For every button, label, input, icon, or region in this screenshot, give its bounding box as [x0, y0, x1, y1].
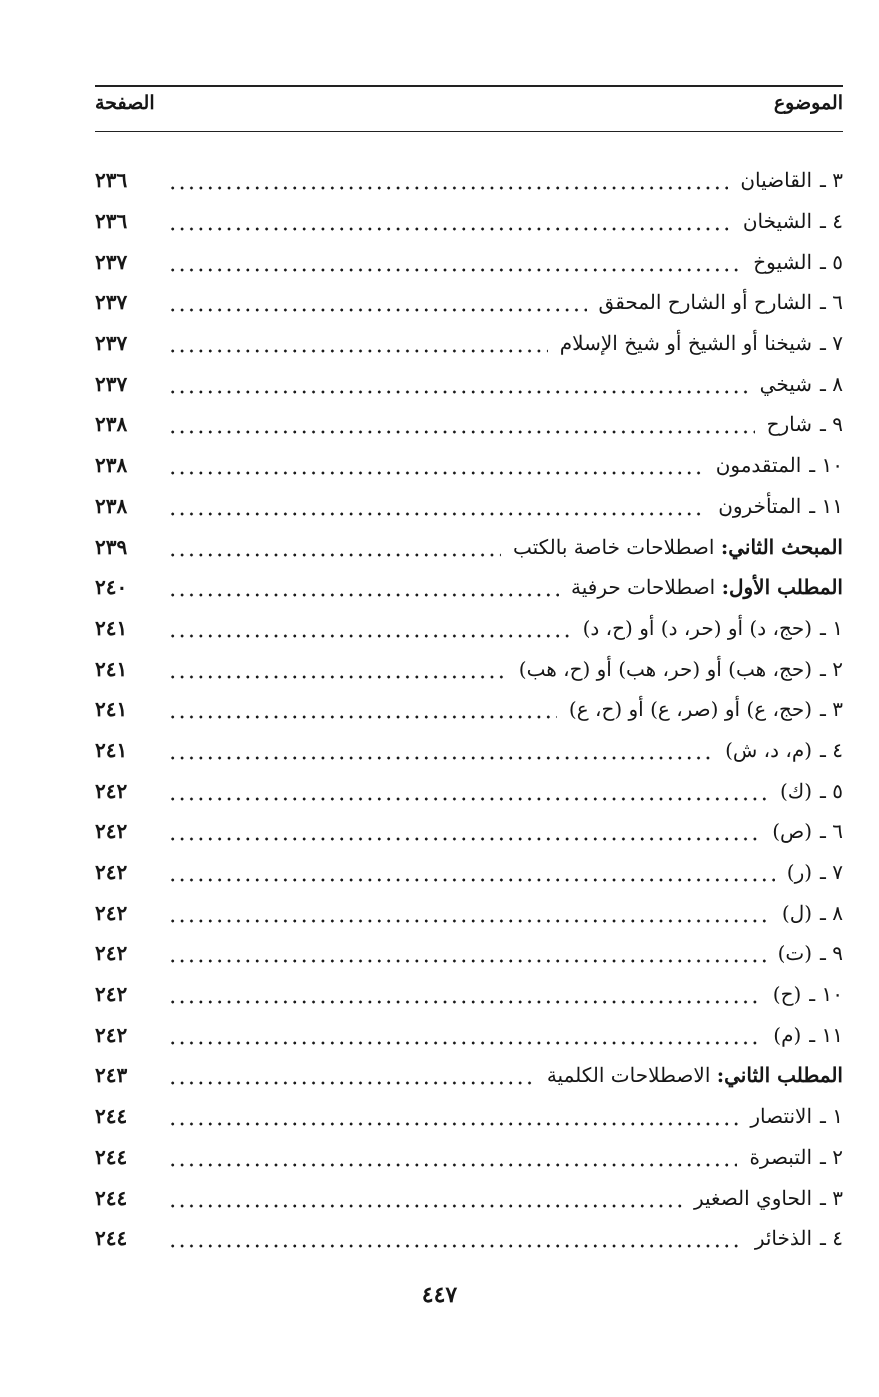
entry-title	[777, 860, 812, 884]
entry-title	[559, 697, 812, 721]
entry-title	[715, 738, 812, 762]
dot-leader	[168, 374, 748, 394]
entry-number: ٢ ـ	[820, 656, 843, 681]
entry-title-text: المتقدمون	[715, 453, 802, 478]
toc-entry	[95, 811, 843, 852]
dot-leader	[168, 252, 741, 272]
entry-title	[750, 372, 812, 396]
entry-number: ٥ ـ	[820, 249, 843, 274]
section-label: المبحث الثاني:	[720, 534, 843, 559]
dot-leader	[168, 1065, 535, 1085]
entry-number: ٣ ـ	[820, 1185, 843, 1210]
entry-title	[550, 331, 812, 355]
dot-leader	[168, 170, 728, 190]
entry-title	[730, 168, 812, 192]
dot-leader	[168, 781, 768, 801]
entry-title-text: (حج، ع) أو (صر، ع) أو (ح، ع)	[568, 697, 813, 722]
entry-title-text: شارح	[766, 412, 813, 437]
toc-entry	[95, 282, 843, 323]
entry-page-number: ٢٤٢	[95, 860, 128, 885]
entry-page-number: ٢٤٢	[95, 982, 128, 1007]
entry-number: ٨ ـ	[820, 371, 843, 396]
dot-leader	[168, 1188, 682, 1208]
entry-page-number: ٢٤٤	[95, 1104, 128, 1129]
entry-number: ٤ ـ	[820, 737, 843, 762]
entry-page-number: ٢٣٧	[95, 371, 128, 396]
entry-title-text: الشارح أو الشارح المحقق	[598, 290, 813, 315]
entry-title-text: (ل)	[781, 900, 813, 925]
entry-page-number: ٢٤٤	[95, 1226, 128, 1251]
toc-entry	[95, 160, 843, 201]
entry-title	[762, 819, 812, 843]
entry-page-number: ٢٣٨	[95, 412, 128, 437]
toc-entry	[95, 974, 843, 1015]
entry-number: ٦ ـ	[820, 819, 843, 844]
toc-entry	[95, 567, 843, 608]
entry-page-number: ٢٣٩	[95, 534, 128, 559]
entry-title	[770, 779, 812, 803]
entry-title-text: القاضيان	[740, 168, 813, 193]
top-rule	[95, 85, 843, 87]
page-number: ٤٤٧	[421, 1282, 458, 1308]
entry-title-text: (ح)	[772, 982, 802, 1007]
entry-title-text: الاصطلاحات الكلمية	[546, 1063, 711, 1088]
dot-leader	[168, 333, 548, 353]
dot-leader	[168, 1228, 743, 1248]
entry-number: ٩ ـ	[820, 412, 843, 437]
dot-leader	[168, 699, 557, 719]
entry-title	[772, 901, 812, 925]
header-rule	[95, 131, 843, 132]
entry-title	[743, 250, 812, 274]
entry-title	[757, 412, 812, 436]
entry-page-number: ٢٣٨	[95, 493, 128, 518]
entry-page-number: ٢٤١	[95, 697, 128, 722]
toc-entry	[95, 201, 843, 242]
entry-title	[573, 616, 812, 640]
toc-entry	[95, 608, 843, 649]
entry-page-number: ٢٤٢	[95, 900, 128, 925]
entry-title-text: (ص)	[772, 819, 813, 844]
entry-title-text: (ك)	[779, 778, 813, 803]
entry-number: ١١ ـ	[809, 493, 843, 518]
dot-leader	[168, 1025, 761, 1045]
entry-page-number: ٢٣٨	[95, 453, 128, 478]
entry-page-number: ٢٤١	[95, 656, 128, 681]
entry-page-number: ٢٣٦	[95, 168, 128, 193]
entry-title	[745, 1226, 812, 1250]
entry-number: ٦ ـ	[820, 290, 843, 315]
entry-number: ٤ ـ	[820, 209, 843, 234]
entry-title-text: (م)	[773, 1022, 802, 1047]
dot-leader	[168, 1147, 737, 1167]
toc-entry	[95, 323, 843, 364]
entry-page-number: ٢٤٢	[95, 1022, 128, 1047]
entry-number: ٥ ـ	[820, 778, 843, 803]
dot-leader	[168, 862, 775, 882]
entry-page-number: ٢٣٧	[95, 290, 128, 315]
entry-title	[684, 1186, 812, 1210]
entry-page-number: ٢٤٣	[95, 1063, 128, 1088]
entry-title-text: الشيخان	[742, 209, 813, 234]
dot-leader	[168, 740, 713, 760]
entry-number: ٢ ـ	[820, 1144, 843, 1169]
entry-title	[561, 575, 843, 599]
dot-leader	[168, 903, 770, 923]
entry-page-number: ٢٤٠	[95, 575, 128, 600]
dot-leader	[168, 496, 706, 516]
entry-page-number: ٢٤١	[95, 737, 128, 762]
entry-page-number: ٢٤٢	[95, 778, 128, 803]
entry-number: ١١ ـ	[809, 1022, 843, 1047]
table-of-contents	[95, 160, 843, 1259]
entry-number: ١٠ ـ	[809, 982, 843, 1007]
toc-entry	[95, 241, 843, 282]
toc-entry	[95, 1218, 843, 1259]
entry-title	[537, 1063, 843, 1087]
entry-title-text: اصطلاحات حرفية	[571, 575, 716, 600]
entry-title-text: شيخي	[759, 371, 813, 396]
entry-number: ٣ ـ	[820, 168, 843, 193]
entry-title-text: المتأخرون	[718, 493, 802, 518]
dot-leader	[168, 984, 761, 1004]
toc-entry	[95, 1177, 843, 1218]
toc-entry	[95, 852, 843, 893]
toc-entry	[95, 486, 843, 527]
entry-title-text: (ت)	[777, 941, 813, 966]
page-column-header: الصفحة	[95, 92, 155, 114]
entry-page-number: ٢٣٦	[95, 209, 128, 234]
section-label: المطلب الأول:	[721, 575, 843, 600]
dot-leader	[168, 659, 507, 679]
toc-entry	[95, 689, 843, 730]
toc-entry	[95, 404, 843, 445]
entry-title-text: الحاوي الصغير	[693, 1185, 813, 1210]
entry-title	[706, 453, 802, 477]
toc-entry	[95, 770, 843, 811]
dot-leader	[168, 455, 704, 475]
entry-title-text: الانتصار	[750, 1104, 813, 1129]
toc-entry	[95, 1096, 843, 1137]
dot-leader	[168, 943, 766, 963]
dot-leader	[168, 537, 501, 557]
toc-entry	[95, 892, 843, 933]
dot-leader	[168, 414, 755, 434]
toc-entry	[95, 1137, 843, 1178]
entry-number: ٨ ـ	[820, 900, 843, 925]
entry-number: ٧ ـ	[820, 331, 843, 356]
entry-title	[509, 657, 812, 681]
entry-number: ٧ ـ	[820, 860, 843, 885]
entry-number: ١ ـ	[820, 615, 843, 640]
dot-leader	[168, 1106, 738, 1126]
topic-column-header: الموضوع	[773, 92, 843, 114]
entry-title-text: الشيوخ	[753, 249, 813, 274]
entry-number: ١٠ ـ	[809, 453, 843, 478]
entry-title-text: (م، د، ش)	[725, 737, 813, 762]
entry-number: ٣ ـ	[820, 697, 843, 722]
entry-title-text: اصطلاحات خاصة بالكتب	[512, 534, 715, 559]
entry-page-number: ٢٤٤	[95, 1144, 128, 1169]
toc-entry	[95, 363, 843, 404]
entry-title-text: التبصرة	[749, 1144, 813, 1169]
toc-entry	[95, 526, 843, 567]
entry-page-number: ٢٤٢	[95, 819, 128, 844]
toc-entry	[95, 1055, 843, 1096]
dot-leader	[168, 292, 587, 312]
entry-title-text: شيخنا أو الشيخ أو شيخ الإسلام	[559, 331, 813, 356]
entry-number: ١ ـ	[820, 1104, 843, 1129]
entry-number: ٩ ـ	[820, 941, 843, 966]
entry-title	[708, 494, 801, 518]
entry-title	[768, 941, 812, 965]
toc-entry	[95, 1014, 843, 1055]
entry-title	[740, 1104, 812, 1128]
toc-entry	[95, 933, 843, 974]
entry-title	[763, 982, 802, 1006]
entry-title	[503, 535, 843, 559]
dot-leader	[168, 821, 760, 841]
toc-entry	[95, 648, 843, 689]
entry-page-number: ٢٣٧	[95, 331, 128, 356]
section-label: المطلب الثاني:	[716, 1063, 843, 1088]
entry-title-text: الذخائر	[754, 1226, 813, 1251]
toc-entry	[95, 445, 843, 486]
entry-page-number: ٢٤١	[95, 615, 128, 640]
entry-page-number: ٢٤٢	[95, 941, 128, 966]
entry-title	[739, 1145, 812, 1169]
entry-title	[763, 1023, 801, 1047]
entry-page-number: ٢٤٤	[95, 1185, 128, 1210]
entry-title-text: (ر)	[786, 860, 813, 885]
entry-page-number: ٢٣٧	[95, 249, 128, 274]
entry-title	[733, 209, 812, 233]
dot-leader	[168, 211, 731, 231]
entry-number: ٤ ـ	[820, 1226, 843, 1251]
dot-leader	[168, 577, 559, 597]
toc-entry	[95, 730, 843, 771]
entry-title-text: (حج، د) أو (حر، د) أو (ح، د)	[582, 615, 813, 640]
dot-leader	[168, 618, 571, 638]
entry-title	[589, 290, 813, 314]
entry-title-text: (حج، هب) أو (حر، هب) أو (ح، هب)	[518, 656, 813, 681]
